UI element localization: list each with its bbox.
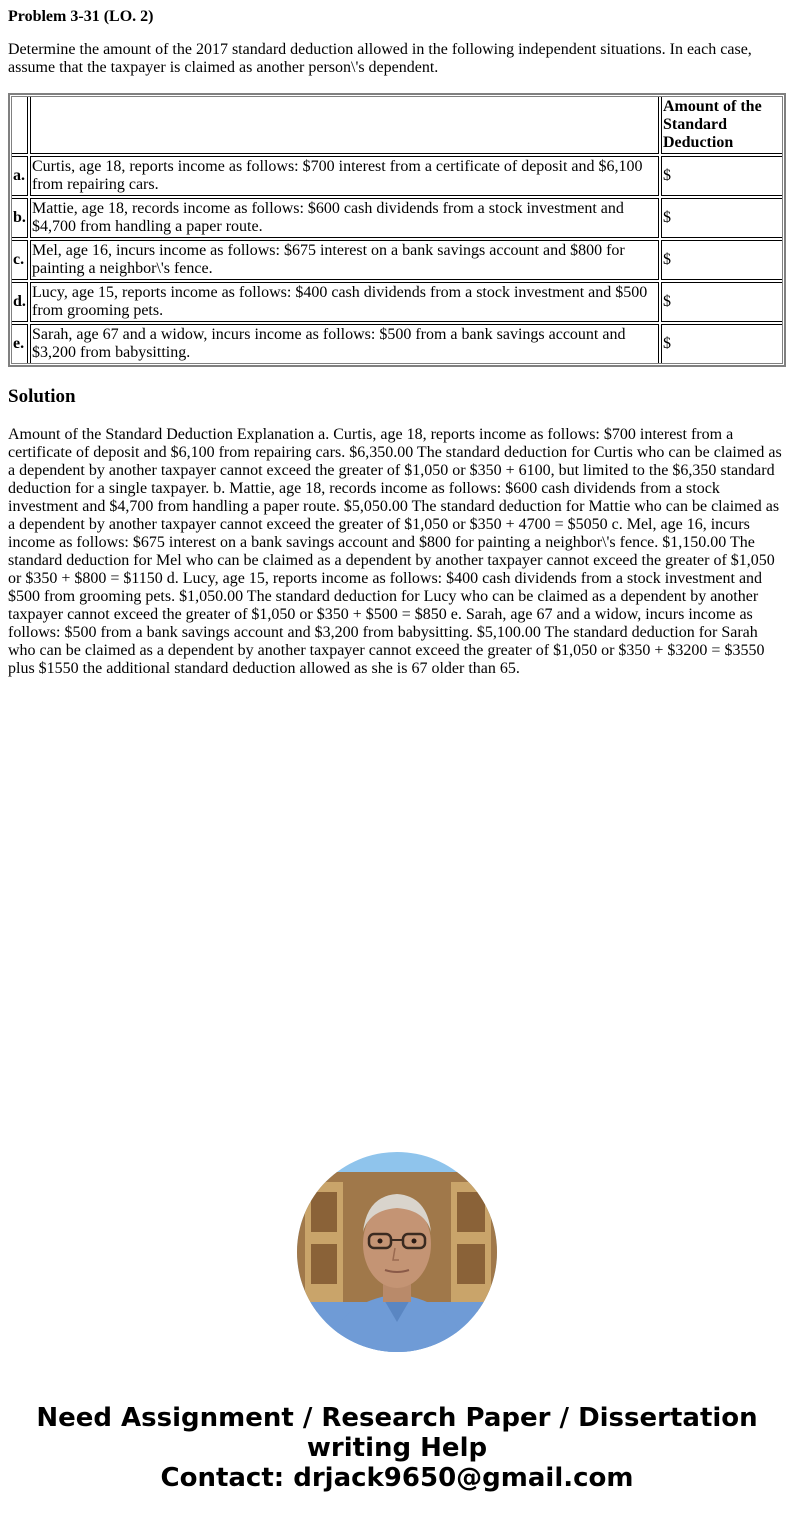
table-row — [11, 282, 783, 322]
table-header-row — [11, 96, 783, 154]
row-description: Curtis, age 18, reports income as follows: $700 interest from a certificate of deposit and $6,100 from repairing cars. — [30, 156, 659, 196]
row-amount: $ — [661, 198, 783, 238]
row-letter: e. — [11, 324, 28, 364]
solution-text: Amount of the Standard Deduction Explanation a. Curtis, age 18, reports income as follows: $700 interest from a certificate of deposit and $6,100 from repairing cars. $6,350.00 The standard deduction for Curtis who can be claimed as a dependent by another taxpayer cannot exceed the greater of $1,050 or $350 + 6100, but limited to the $6,350 standard deduction for a single taxpayer. b. Mattie, age 18, records income as follows: $600 cash dividends from a stock investment and $4,700 from handling a paper route. $5,050.00 The standard deduction for Mattie who can be claimed as a dependent by another taxpayer cannot exceed the greater of $1,050 or $350 + 4700 = $5050 c. Mel, age 16, incurs income as follows: $675 interest on a bank savings account and $800 for painting a neighbor\'s fence. $1,150.00 The standard deduction for Mel who can be claimed as a dependent by another taxpayer cannot exceed the greater of $1,050 or $350 + $800 = $1150 d. Lucy, age 15, reports income as follows: $400 cash dividends from a stock investment and $500 from grooming pets. $1,050.00 The standard deduction for Lucy who can be claimed as a dependent by another taxpayer cannot exceed the greater of $1,050 or $350 + $500 = $850 e. Sarah, age 67 and a widow, incurs income as follows: $500 from a bank savings account and $3,200 from babysitting. $5,100.00 The standard deduction for Sarah who can be claimed as a dependent by another taxpayer cannot exceed the greater of $1,050 or $350 + $3200 = $3550 plus $1550 the additional standard deduction allowed as she is 67 older than 65. — [8, 426, 782, 677]
row-amount: $ — [661, 240, 783, 280]
row-description: Lucy, age 15, reports income as follows: $400 cash dividends from a stock investment and $500 from grooming pets. — [30, 282, 659, 322]
cta-line-1: Need Assignment / Research Paper / Dissertation — [36, 1403, 758, 1433]
row-letter: a. — [11, 156, 28, 196]
row-amount: $ — [661, 156, 783, 196]
row-letter: c. — [11, 240, 28, 280]
document-body — [8, 8, 786, 678]
row-letter: d. — [11, 282, 28, 322]
row-description: Mel, age 16, incurs income as follows: $675 interest on a bank savings account and $800 for painting a neighbor\'s fence. — [30, 240, 659, 280]
cta-line-3: Contact: drjack9650@gmail.com — [160, 1463, 634, 1493]
solution-heading: Solution — [8, 386, 76, 407]
header-letter-cell — [11, 96, 28, 154]
table-row — [11, 324, 783, 364]
problem-intro: Determine the amount of the 2017 standard deduction allowed in the following independent situations. In each case, assume that the taxpayer is claimed as another person\'s dependent. — [8, 41, 752, 76]
row-description: Sarah, age 67 and a widow, incurs income as follows: $500 from a bank savings account and $3,200 from babysitting. — [30, 324, 659, 364]
row-description: Mattie, age 18, records income as follows: $600 cash dividends from a stock investment and $4,700 from handling a paper route. — [30, 198, 659, 238]
portrait-illustration — [297, 1152, 497, 1352]
table-row — [11, 240, 783, 280]
table-row — [11, 156, 783, 196]
row-letter: b. — [11, 198, 28, 238]
problem-title: Problem 3-31 (LO. 2) — [8, 8, 154, 25]
header-description-cell — [30, 96, 659, 154]
header-amount-cell: Amount of the Standard Deduction — [661, 96, 783, 154]
author-photo — [297, 1152, 497, 1352]
question-table — [8, 93, 786, 367]
table-row — [11, 198, 783, 238]
cta-line-2: writing Help — [306, 1433, 488, 1463]
row-amount: $ — [661, 324, 783, 364]
contact-banner — [0, 1403, 794, 1493]
row-amount: $ — [661, 282, 783, 322]
